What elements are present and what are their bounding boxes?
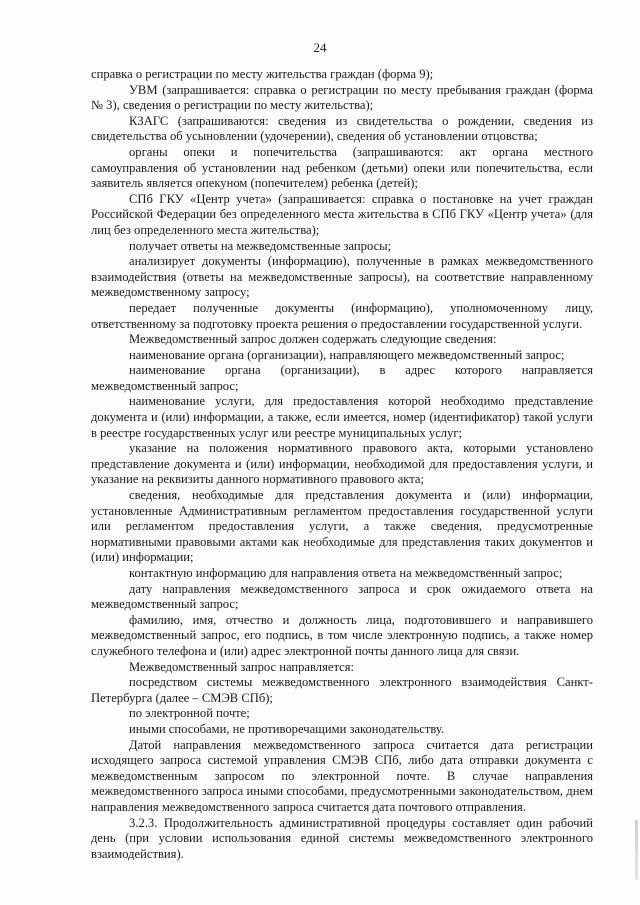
paragraph: СПб ГКУ «Центр учета» (запрашивается: справка о постановке на учет граждан Российской Федерации без определенного места жительства в СПб ГКУ «Центр учета» (для лиц без определенного места жительства); [91,191,593,237]
paragraph: Межведомственный запрос направляется: [129,659,354,674]
paragraph: справка о регистрации по месту жительства граждан (форма 9); [91,67,434,81]
paragraph: фамилию, имя, отчество и должность лица, подготовившего и направившего межведомственный запрос, его подпись, в том числе электронную подпись, а также номер служебного телефона и (или) адрес электронной почты данного лица для связи. [91,612,593,658]
paragraph: передает полученные документы (информацию), уполномоченному лицу, ответственному за подготовку проекта решения о предоставлении государственной услуги. [91,300,593,331]
paragraph: наименование услуги, для предоставления которой необходимо представление документа и (или) информации, а также, если имеется, номер (идентификатор) такой услуги в реестре государственных услуг или реестре муниципальных услуг; [91,394,593,440]
paragraph: по электронной почте; [129,706,250,721]
document-body [91,67,593,862]
paragraph: Датой направления межведомственного запроса считается дата регистрации исходящего запроса системой управления СМЭВ СПб, либо дата отправки документа с межведомственным запросом по электронной почте. В случае направления межведомственного запроса иными способами, предусмотренными законодательством, днем направления межведомственного запроса считается дата почтового отправления. [91,737,593,814]
paragraph: сведения, необходимые для представления документа и (или) информации, установленные Административным регламентом предоставления государственной услуги или регламентом предоставления услуги, а также сведения, предусмотренные нормативными правовыми актами как необходимые для представления таких документов и (или) информации; [91,488,593,565]
scan-edge-mark [635,820,638,880]
paragraph: наименование органа (организации), в адрес которого направляется межведомственный запрос; [91,363,593,393]
paragraph: УВМ (запрашивается: справка о регистрации по месту пребывания граждан (форма № 3), сведения о регистрации по месту жительства); [91,82,593,113]
paragraph: иными способами, не противоречащими законодательству. [129,721,445,736]
paragraph: органы опеки и попечительства (запрашиваются: акт органа местного самоуправления об установлении над ребенком (детьми) опеки или попечительства, если заявитель является опекуном (попечителем) ребенка (детей); [91,144,593,191]
paragraph: анализирует документы (информацию), полученные в рамках межведомственного взаимодействия (ответы на межведомственные запросы), на соответствие направленному межведомственному запросу; [91,254,593,300]
page-number: 24 [313,40,327,55]
paragraph: контактную информацию для направления ответа на межведомственный запрос; [129,566,563,580]
paragraph: Межведомственный запрос должен содержать следующие сведения: [129,332,497,347]
paragraph: посредством системы межведомственного электронного взаимодействия Санкт-Петербурга (далее – СМЭВ СПб); [91,675,593,705]
paragraph: дату направления межведомственного запроса и срок ожидаемого ответа на межведомственный запрос; [91,581,593,612]
paragraph: наименование органа (организации), направляющего межведомственный запрос; [129,347,565,362]
paragraph: получает ответы на межведомственные запросы; [129,238,392,253]
paragraph: 3.2.3. Продолжительность административной процедуры составляет один рабочий день (при условии использования единой системы межведомственного электронного взаимодействия). [91,815,593,861]
paragraph: указание на положения нормативного правового акта, которыми установлено представление документа и (или) информации, необходимой для предоставления услуги, и указание на реквизиты данного нормативного правового акта; [91,441,593,487]
paragraph: КЗАГС (запрашиваются: сведения из свидетельства о рождении, сведения из свидетельства об усыновлении (удочерении), сведения об установлении отцовства; [91,113,593,144]
